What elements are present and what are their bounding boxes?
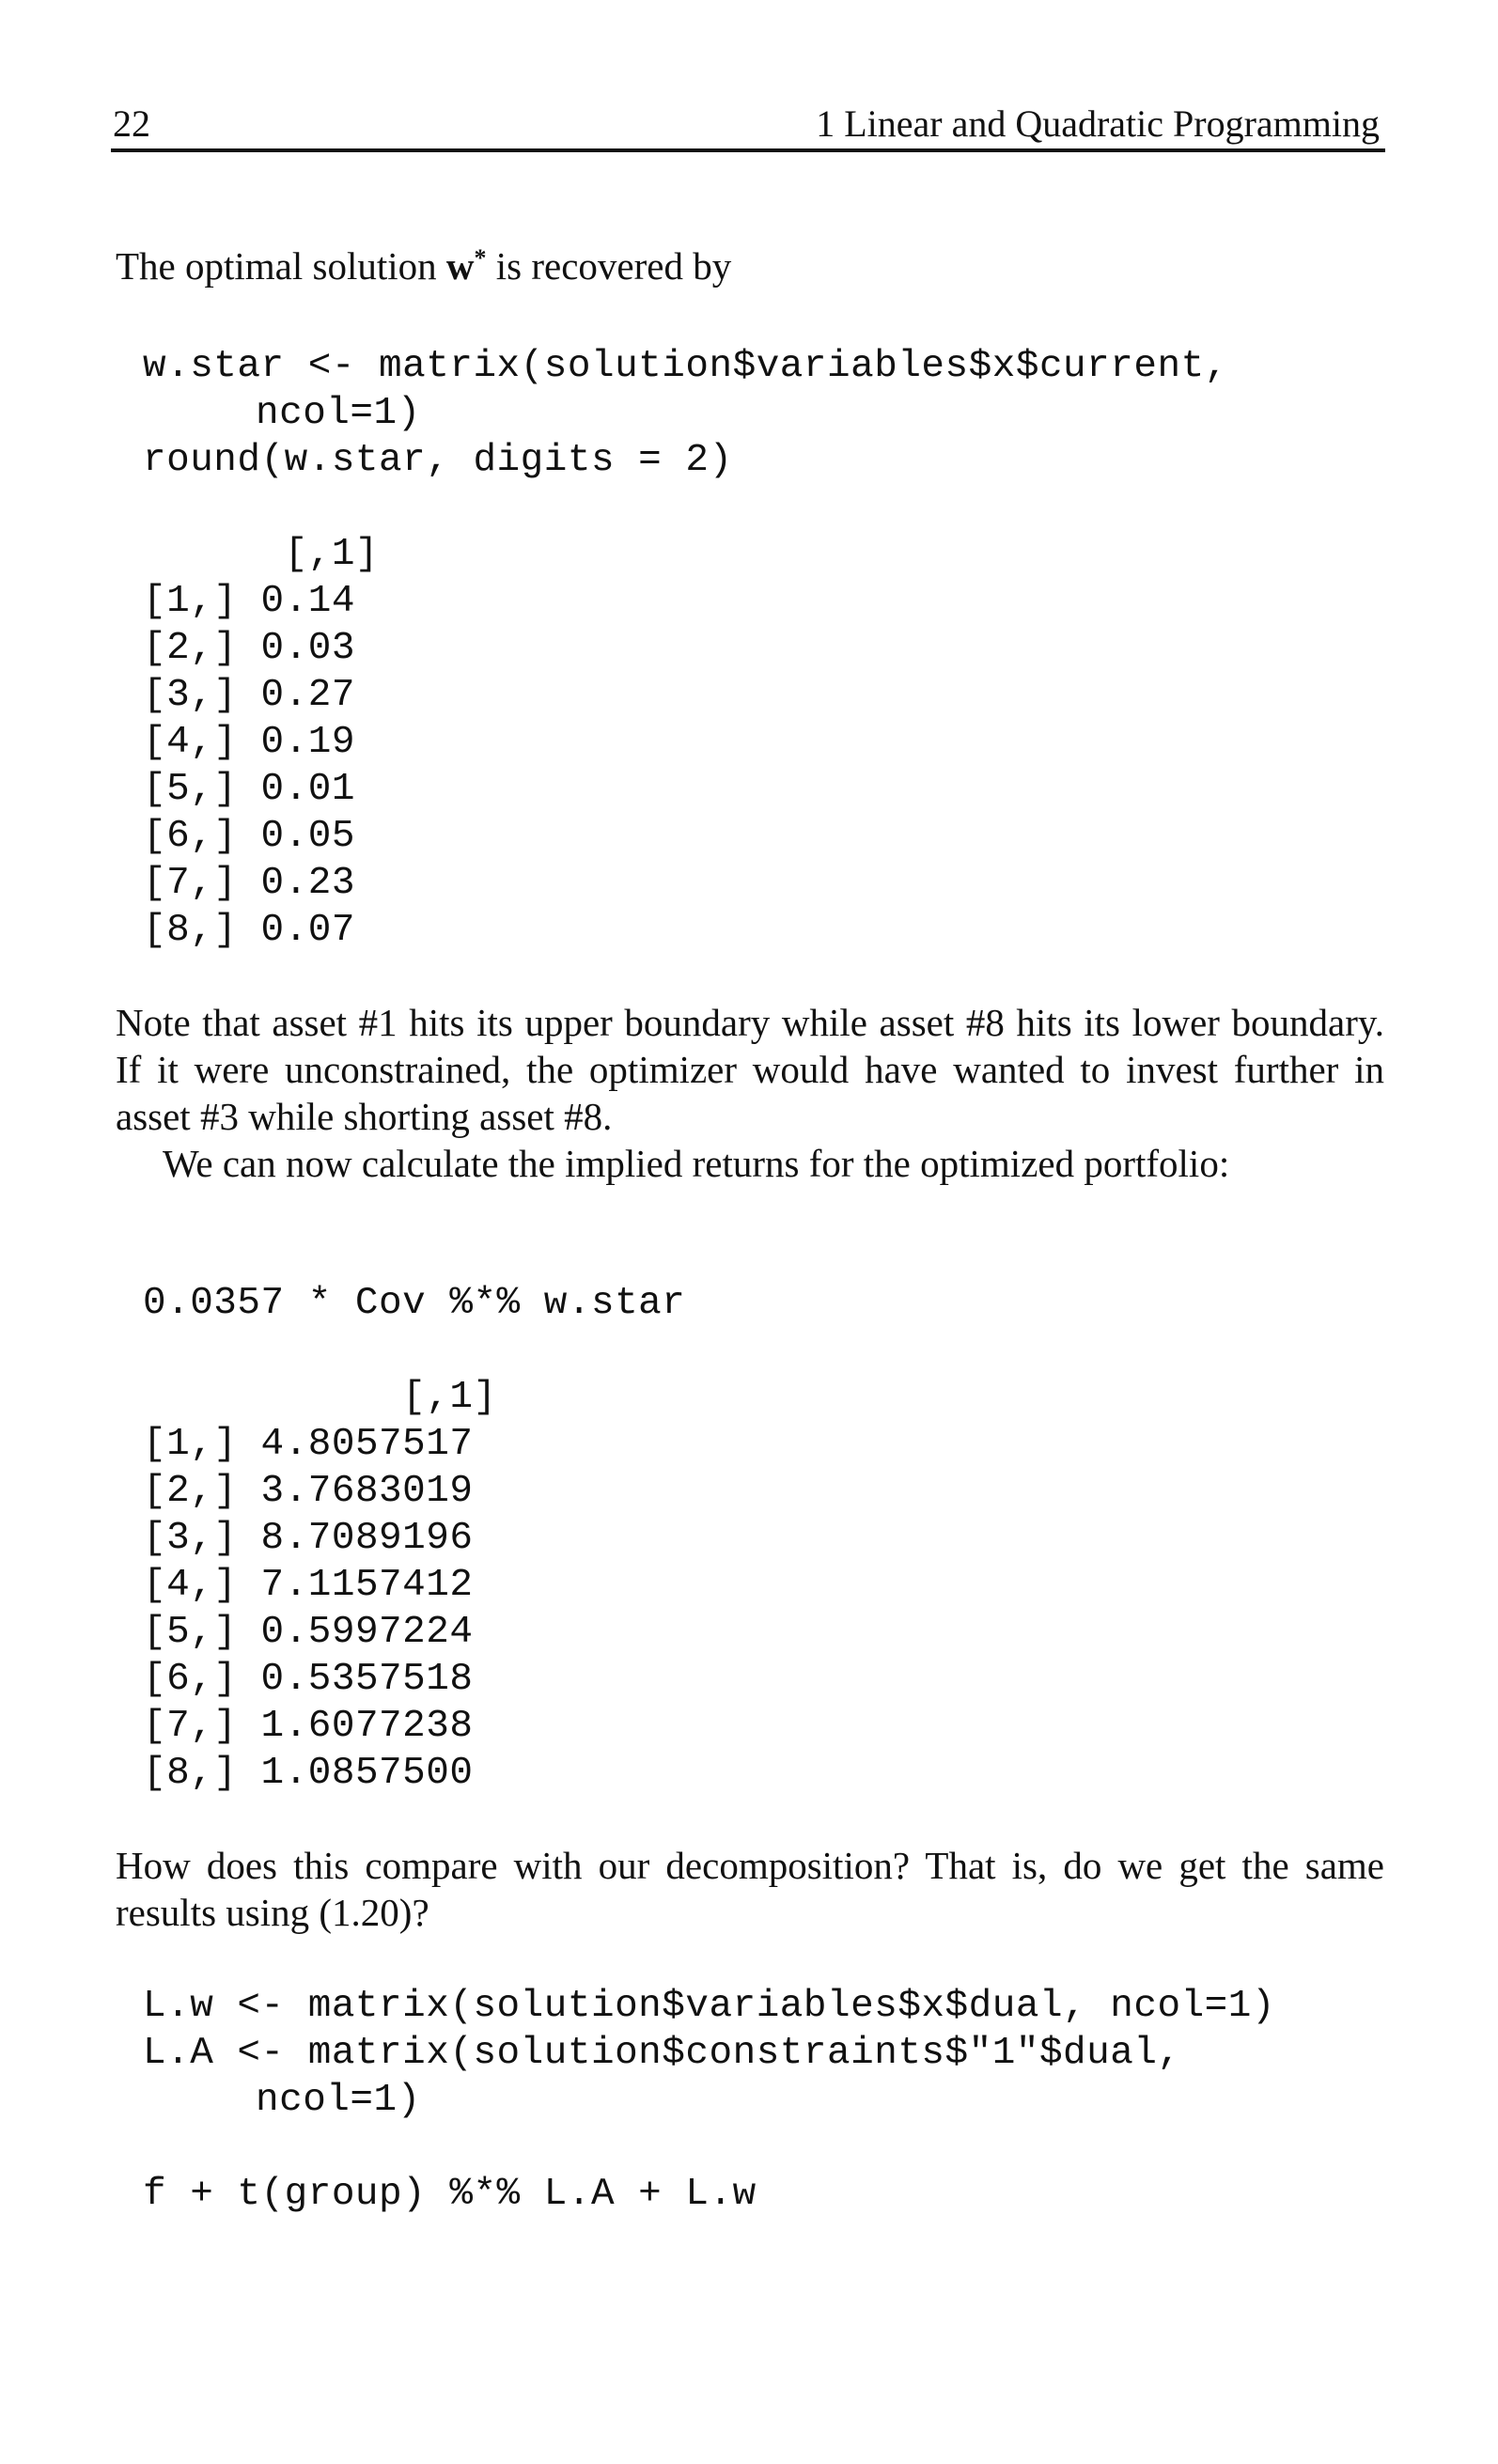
text-line: asset #3 while shorting asset #8. — [116, 1095, 613, 1138]
intro-sentence — [116, 242, 1384, 289]
output-row: [4,] 7.1157412 — [143, 1564, 474, 1607]
code-line: f + t(group) %*% L.A + L.w — [143, 2173, 757, 2216]
output-row: [3,] 0.27 — [143, 674, 355, 717]
code-line: ncol=1) — [256, 2079, 421, 2122]
w-star-symbol — [446, 244, 487, 288]
text-line: results using (1.20)? — [116, 1891, 429, 1934]
intro-text-before: The optimal solution — [116, 244, 437, 288]
code-block-implied-returns — [143, 1280, 685, 1327]
output-row: [6,] 0.5357518 — [143, 1658, 474, 1701]
code-line: L.A <- matrix(solution$constraints$"1"$dual, — [143, 2032, 1181, 2075]
output-row: [2,] 3.7683019 — [143, 1470, 474, 1513]
code-line: w.star <- matrix(solution$variables$x$current, — [143, 345, 1228, 388]
chapter-title: 1 Linear and Quadratic Programming — [816, 102, 1380, 145]
running-header — [111, 101, 1385, 152]
output-w-star — [143, 531, 379, 954]
output-implied-returns — [143, 1374, 497, 1797]
output-row: [8,] 1.0857500 — [143, 1752, 474, 1795]
code-block-decomposition — [143, 1983, 1275, 2124]
note-paragraph — [116, 999, 1384, 1187]
text-line-indented: We can now calculate the implied returns for the optimized portfolio: — [163, 1142, 1230, 1185]
output-row: [5,] 0.01 — [143, 768, 355, 811]
page-number: 22 — [113, 102, 150, 145]
text-line: How does this compare with our decomposition? That is, do we get the same — [116, 1844, 1384, 1887]
intro-text-after: is recovered by — [495, 244, 732, 288]
output-row: [5,] 0.5997224 — [143, 1611, 474, 1654]
output-row: [4,] 0.19 — [143, 721, 355, 764]
output-header: [,1] — [284, 533, 380, 576]
output-row: [1,] 0.14 — [143, 580, 355, 623]
output-row: [1,] 4.8057517 — [143, 1423, 474, 1466]
output-row: [8,] 0.07 — [143, 909, 355, 952]
output-header: [,1] — [402, 1376, 497, 1419]
code-block-recover-w — [143, 343, 1228, 484]
output-row: [6,] 0.05 — [143, 815, 355, 858]
output-row: [7,] 1.6077238 — [143, 1705, 474, 1748]
star-superscript: * — [474, 244, 487, 272]
w-symbol: w — [445, 244, 475, 288]
text-line: Note that asset #1 hits its upper boundary while asset #8 hits its lower boundary. — [116, 1001, 1384, 1044]
code-block-sum — [143, 2171, 757, 2218]
code-line: round(w.star, digits = 2) — [143, 439, 733, 482]
question-paragraph — [116, 1842, 1384, 1936]
output-row: [2,] 0.03 — [143, 627, 355, 670]
code-line: 0.0357 * Cov %*% w.star — [143, 1282, 686, 1325]
code-line: L.w <- matrix(solution$variables$x$dual, ncol=1) — [143, 1985, 1275, 2028]
output-row: [3,] 8.7089196 — [143, 1517, 474, 1560]
text-line: If it were unconstrained, the optimizer would have wanted to invest further in — [116, 1048, 1384, 1091]
output-row: [7,] 0.23 — [143, 862, 355, 905]
code-line: ncol=1) — [256, 392, 421, 435]
